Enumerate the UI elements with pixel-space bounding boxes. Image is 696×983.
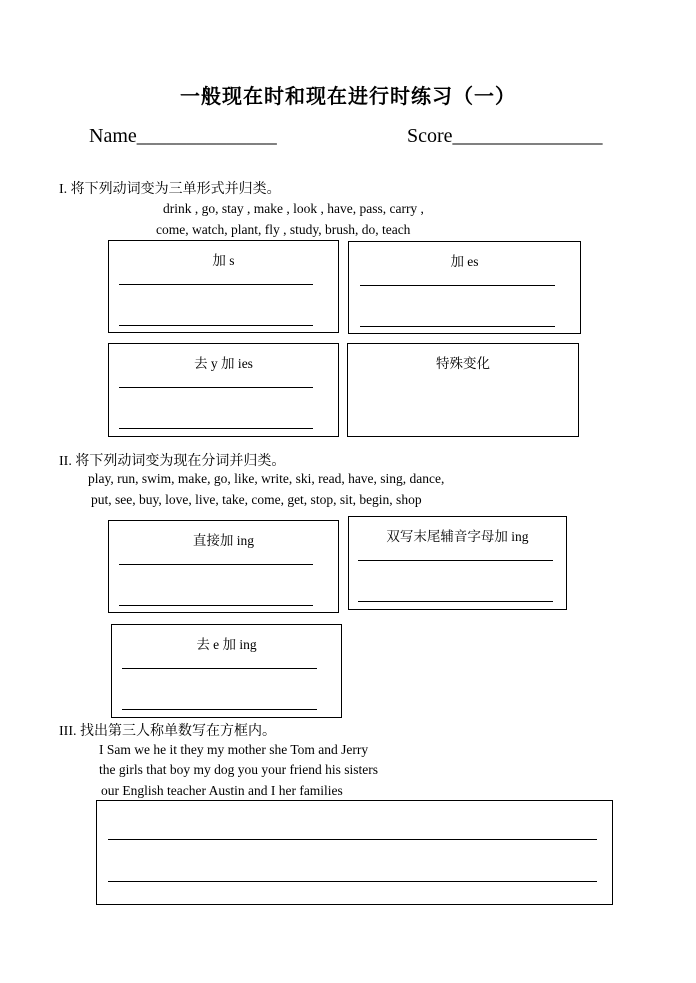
box-add-es xyxy=(348,241,581,334)
section1-words-line2: come, watch, plant, fly , study, brush, do, teach xyxy=(156,222,411,237)
section3-words-line1: I Sam we he it they my mother she Tom and Jerry xyxy=(99,742,369,757)
answer-line[interactable] xyxy=(358,601,553,602)
box-y-to-ies xyxy=(108,343,339,437)
section2-words-line2: put, see, buy, love, live, take, come, get, stop, sit, begin, shop xyxy=(91,492,422,507)
section1-heading: I. 将下列动词变为三单形式并归类。 xyxy=(59,182,281,197)
page-title: 一般现在时和现在进行时练习（一） xyxy=(180,86,516,108)
section2-heading: II. 将下列动词变为现在分词并归类。 xyxy=(59,454,286,469)
section3-words-line2: the girls that boy my dog you your friend his sisters xyxy=(99,762,378,777)
answer-line[interactable] xyxy=(360,326,555,327)
answer-line[interactable] xyxy=(119,428,313,429)
answer-line[interactable] xyxy=(358,560,553,561)
answer-line[interactable] xyxy=(108,881,597,882)
name-field[interactable]: Name______________ xyxy=(89,125,277,147)
box-add-s xyxy=(108,240,339,333)
box-label: 去 e 加 ing xyxy=(196,637,257,652)
section3-heading: III. 找出第三人称单数写在方框内。 xyxy=(59,724,276,739)
box-third-person-singular xyxy=(96,800,613,905)
answer-line[interactable] xyxy=(119,605,313,606)
answer-line[interactable] xyxy=(119,284,313,285)
score-field[interactable]: Score_______________ xyxy=(407,125,603,147)
section3-words-line3: our English teacher Austin and I her families xyxy=(101,783,343,798)
answer-line[interactable] xyxy=(119,387,313,388)
box-label: 双写末尾辅音字母加 ing xyxy=(386,529,529,544)
box-add-ing xyxy=(108,520,339,613)
answer-line[interactable] xyxy=(122,668,317,669)
section1-words-line1: drink , go, stay , make , look , have, pass, carry , xyxy=(163,201,424,216)
answer-line[interactable] xyxy=(360,285,555,286)
box-label: 去 y 加 ies xyxy=(194,356,253,371)
answer-line[interactable] xyxy=(119,564,313,565)
box-label: 加 es xyxy=(450,254,479,269)
box-label: 加 s xyxy=(212,253,235,268)
answer-line[interactable] xyxy=(119,325,313,326)
section2-words-line1: play, run, swim, make, go, like, write, ski, read, have, sing, dance, xyxy=(88,471,445,486)
answer-line[interactable] xyxy=(122,709,317,710)
box-label: 特殊变化 xyxy=(436,356,490,371)
answer-line[interactable] xyxy=(108,839,597,840)
box-label: 直接加 ing xyxy=(192,533,255,548)
box-drop-e-ing xyxy=(111,624,342,718)
box-special-changes xyxy=(347,343,579,437)
box-double-consonant-ing xyxy=(348,516,567,610)
